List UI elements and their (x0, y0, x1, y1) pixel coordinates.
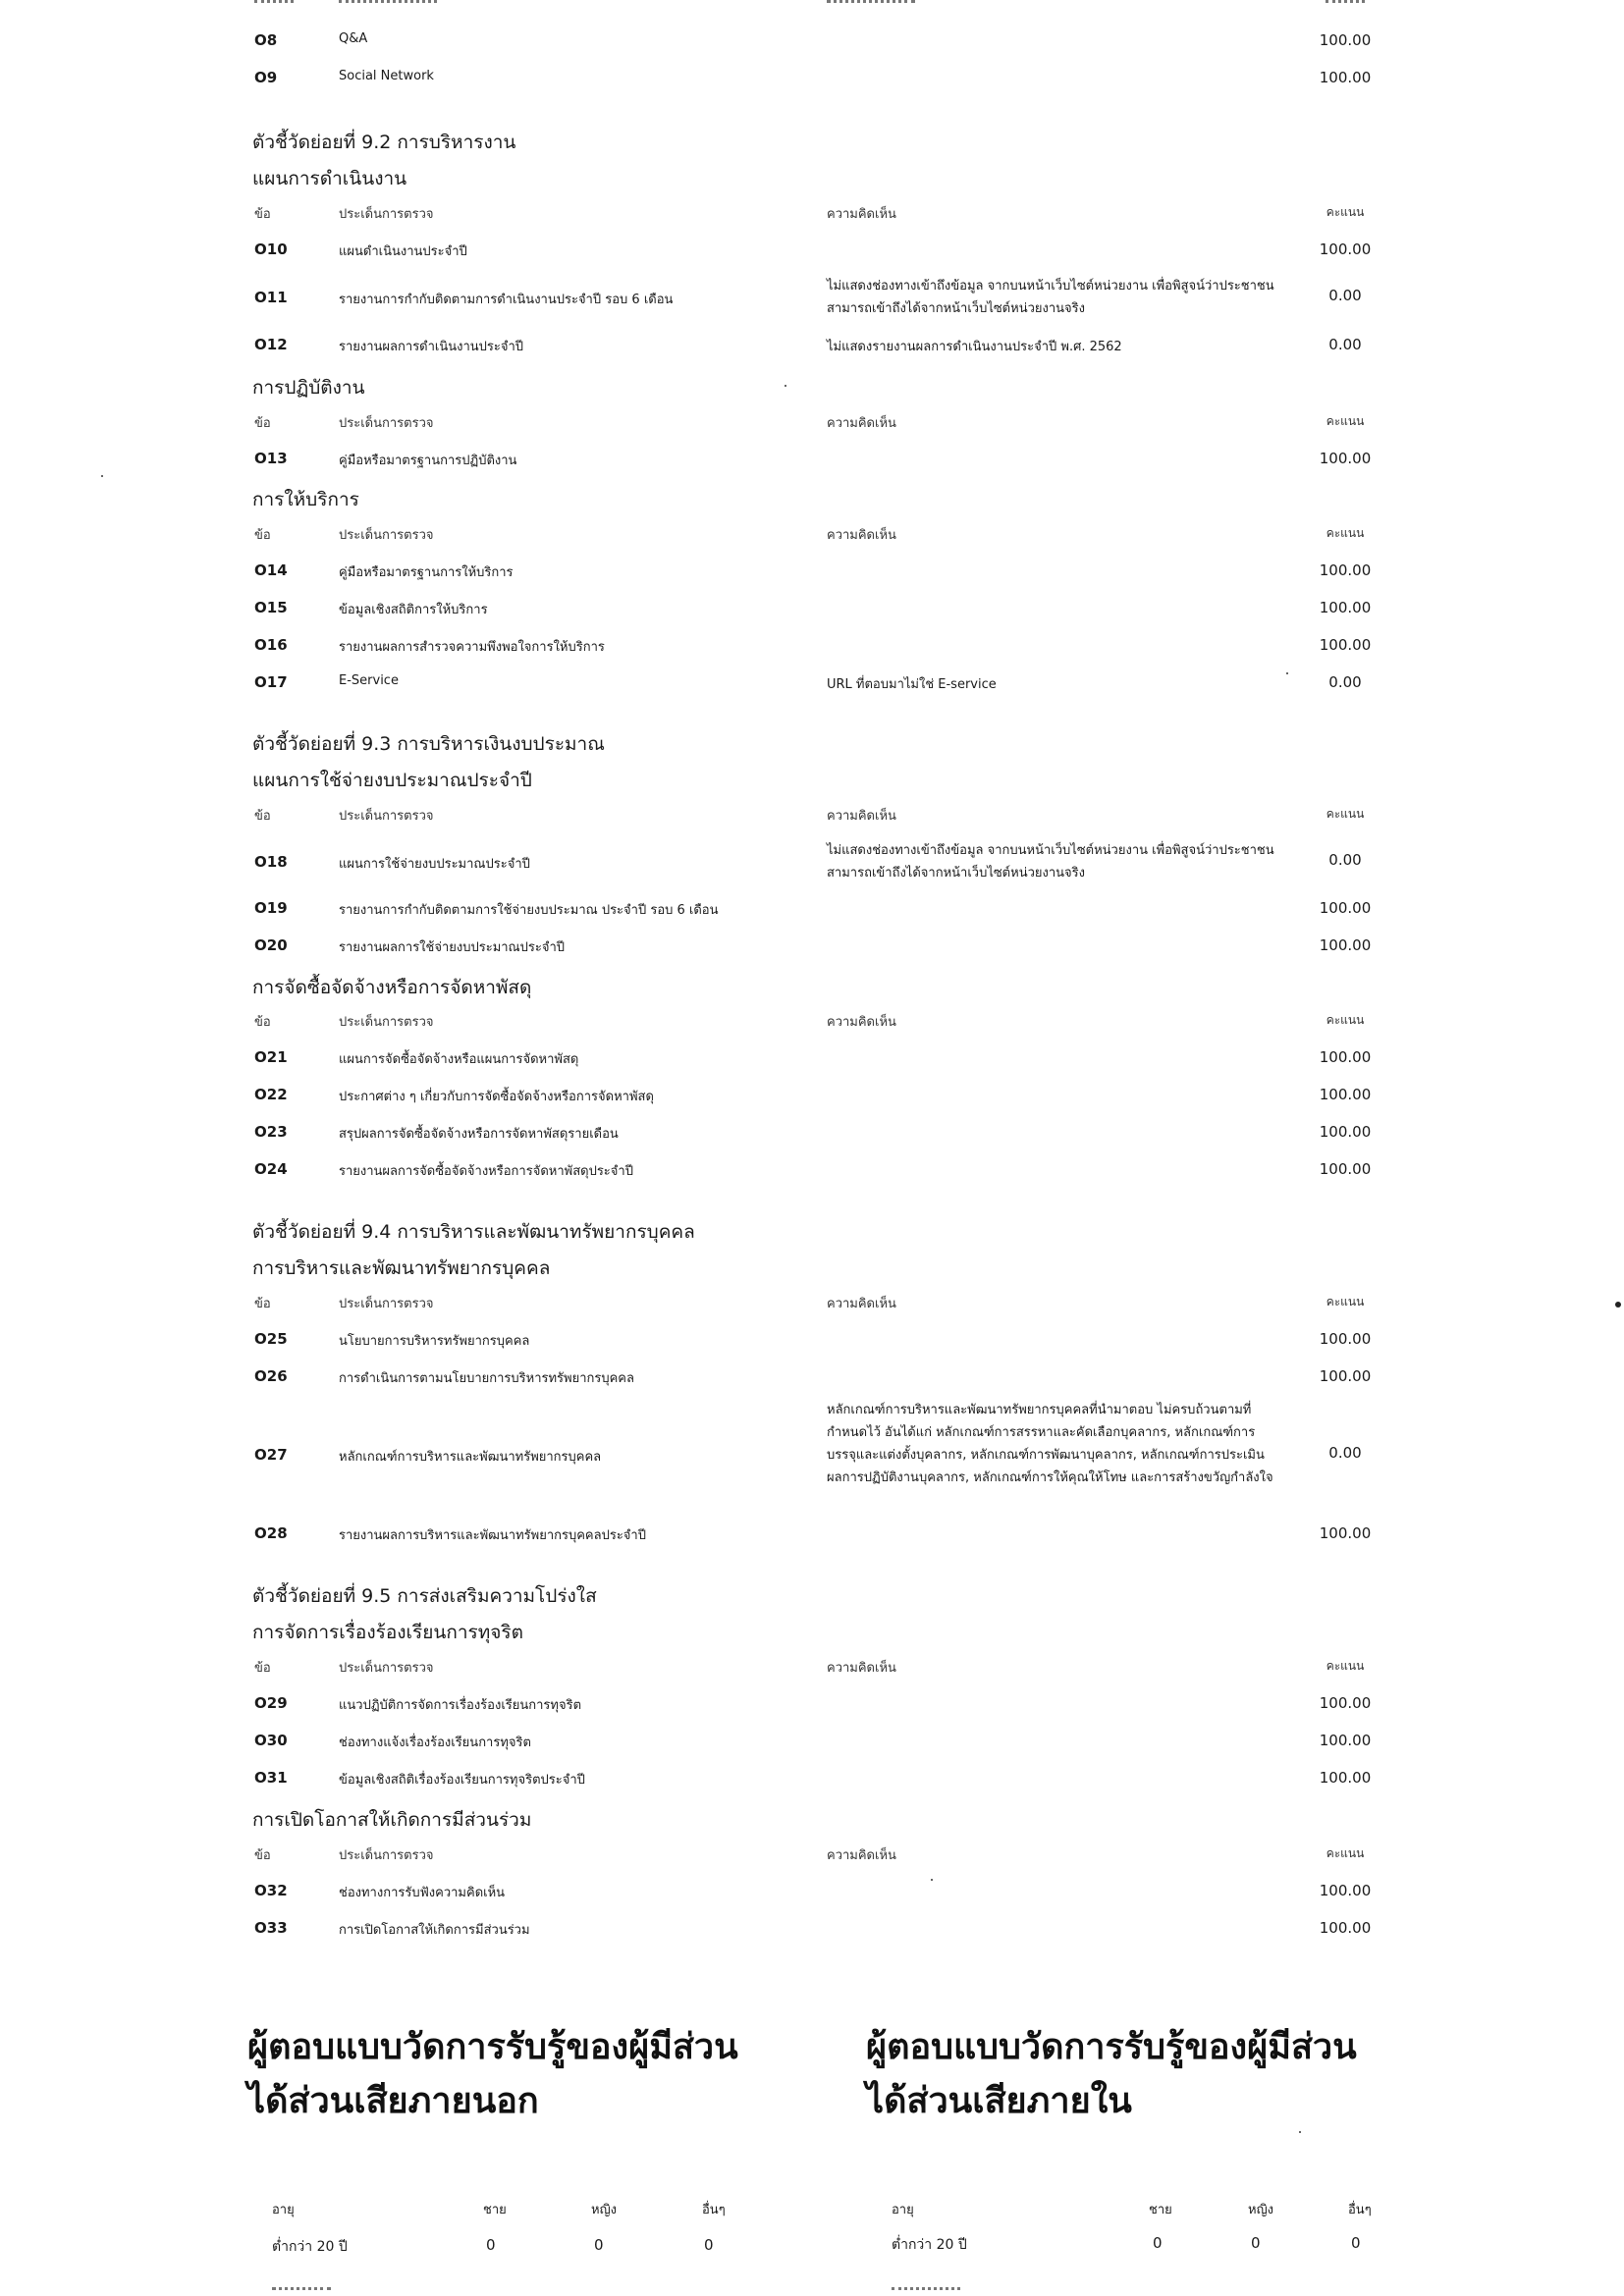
item-label: ข้อมูลเชิงสถิติเรื่องร้องเรียนการทุจริตประจำปี (339, 1773, 585, 1788)
header-item: ประเด็นการตรวจ (339, 416, 434, 431)
item-label: ช่องทางแจ้งเรื่องร้องเรียนการทุจริต (339, 1735, 531, 1750)
item-score: 0.00 (1328, 673, 1362, 691)
item-score: 100.00 (1319, 1769, 1372, 1787)
header-score: คะแนน (1326, 205, 1365, 219)
title-line: ผู้ตอบแบบวัดการรับรู้ของผู้มีส่วน (247, 2027, 738, 2067)
scan-speck (1286, 672, 1288, 674)
item-code: O13 (254, 450, 288, 467)
item-code: O11 (254, 289, 288, 306)
header-item: ประเด็นการตรวจ (339, 1297, 434, 1311)
item-label: รายงานผลการดำเนินงานประจำปี (339, 340, 524, 354)
item-score: 100.00 (1319, 1732, 1372, 1749)
female-count: 0 (1251, 2234, 1261, 2252)
header-item: ประเด็นการตรวจ (339, 207, 434, 222)
subsection-heading: การบริหารและพัฒนาทรัพยากรบุคคล (252, 1257, 551, 1279)
item-label: รายงานผลการจัดซื้อจัดจ้างหรือการจัดหาพัสดุประจำปี (339, 1164, 633, 1179)
item-score: 0.00 (1328, 1444, 1362, 1462)
item-label: E-Service (339, 673, 399, 688)
item-label: แผนการจัดซื้อจัดจ้างหรือแผนการจัดหาพัสดุ (339, 1052, 579, 1067)
item-score: 100.00 (1319, 1048, 1372, 1066)
subsection-heading: แผนการดำเนินงาน (252, 168, 407, 189)
item-code: O14 (254, 561, 288, 579)
item-code: O9 (254, 69, 278, 86)
male-count: 0 (1153, 2234, 1163, 2252)
header-item: ประเด็นการตรวจ (339, 1015, 434, 1030)
item-score: 100.00 (1319, 1919, 1372, 1937)
header-code: ข้อ (254, 1661, 271, 1676)
item-label: รายงานการกำกับติดตามการดำเนินงานประจำปี รอบ 6 เดือน (339, 293, 674, 307)
item-code: O29 (254, 1694, 288, 1712)
header-item: ประเด็นการตรวจ (339, 1848, 434, 1863)
age-group: ต่ำกว่า 20 ปี (272, 2239, 348, 2255)
header-comment: ความคิดเห็น (827, 528, 896, 543)
header-comment: ความคิดเห็น (827, 416, 896, 431)
item-code: O10 (254, 240, 288, 258)
external-respondents-title (247, 2020, 797, 2128)
header-score: คะแนน (1326, 1846, 1365, 1860)
header-comment: ความคิดเห็น (827, 809, 896, 824)
col-female: หญิง (591, 2203, 617, 2217)
item-code: O21 (254, 1048, 288, 1066)
item-score: 100.00 (1319, 1524, 1372, 1542)
item-label: แผนดำเนินงานประจำปี (339, 244, 467, 259)
item-label: แนวปฏิบัติการจัดการเรื่องร้องเรียนการทุจริต (339, 1698, 582, 1713)
subsection-heading: การเปิดโอกาสให้เกิดการมีส่วนร่วม (252, 1809, 532, 1831)
item-code: O20 (254, 936, 288, 954)
item-code: O16 (254, 636, 288, 654)
header-code: ข้อ (254, 1015, 271, 1030)
item-score: 100.00 (1319, 240, 1372, 258)
col-female: หญิง (1248, 2203, 1273, 2217)
col-male: ชาย (1149, 2203, 1172, 2217)
item-code: O12 (254, 336, 288, 353)
item-code: O28 (254, 1524, 288, 1542)
header-code: ข้อ (254, 207, 271, 222)
item-score: 100.00 (1319, 1367, 1372, 1385)
male-count: 0 (486, 2236, 496, 2254)
item-label: ประกาศต่าง ๆ เกี่ยวกับการจัดซื้อจัดจ้างหรือการจัดหาพัสดุ (339, 1090, 654, 1104)
header-code: ข้อ (254, 1848, 271, 1863)
cropped-row-top (827, 0, 915, 9)
col-age: อายุ (272, 2203, 295, 2217)
item-label: นโยบายการบริหารทรัพยากรบุคคล (339, 1334, 530, 1349)
header-code: ข้อ (254, 528, 271, 543)
other-count: 0 (704, 2236, 714, 2254)
internal-respondents-title (866, 2020, 1416, 2128)
item-code: O19 (254, 899, 288, 917)
item-comment: ไม่แสดงช่องทางเข้าถึงข้อมูล จากบนหน้าเว็บไซต์หน่วยงาน เพื่อพิสูจน์ว่าประชาชนสามารถเข้าถึงได้จากหน้าเว็บไซต์หน่วยงานจริง (827, 279, 1274, 316)
item-score: 0.00 (1328, 336, 1362, 353)
header-code: ข้อ (254, 809, 271, 824)
header-comment: ความคิดเห็น (827, 1848, 896, 1863)
cropped-row-top (339, 0, 437, 9)
col-other: อื่นๆ (1348, 2203, 1372, 2217)
item-label: หลักเกณฑ์การบริหารและพัฒนาทรัพยากรบุคคล (339, 1450, 602, 1465)
header-score: คะแนน (1326, 414, 1365, 428)
item-code: O25 (254, 1330, 288, 1348)
item-score: 100.00 (1319, 599, 1372, 616)
item-score: 100.00 (1319, 1882, 1372, 1899)
header-item: ประเด็นการตรวจ (339, 528, 434, 543)
item-code: O32 (254, 1882, 288, 1899)
item-code: O33 (254, 1919, 288, 1937)
header-comment: ความคิดเห็น (827, 1297, 896, 1311)
cropped-row-top (254, 0, 294, 9)
indicator-heading: ตัวชี้วัดย่อยที่ 9.2 การบริหารงาน (252, 132, 516, 153)
item-code: O8 (254, 31, 278, 49)
subsection-heading: การปฏิบัติงาน (252, 377, 365, 399)
scan-dot (1615, 1302, 1621, 1308)
female-count: 0 (594, 2236, 604, 2254)
scan-speck (931, 1879, 933, 1881)
header-comment: ความคิดเห็น (827, 1661, 896, 1676)
item-score: 100.00 (1319, 1123, 1372, 1141)
item-label: สรุปผลการจัดซื้อจัดจ้างหรือการจัดหาพัสดุรายเดือน (339, 1127, 619, 1142)
header-item: ประเด็นการตรวจ (339, 1661, 434, 1676)
header-score: คะแนน (1326, 1013, 1365, 1027)
item-label: รายงานผลการสำรวจความพึงพอใจการให้บริการ (339, 640, 605, 655)
item-score: 100.00 (1319, 1330, 1372, 1348)
header-score: คะแนน (1326, 1659, 1365, 1673)
title-line: ได้ส่วนเสียภายใน (866, 2081, 1132, 2121)
item-code: O18 (254, 853, 288, 871)
cropped-row-top (1326, 0, 1365, 9)
item-score: 100.00 (1319, 899, 1372, 917)
scan-speck (1299, 2131, 1301, 2133)
header-item: ประเด็นการตรวจ (339, 809, 434, 824)
subsection-heading: การจัดการเรื่องร้องเรียนการทุจริต (252, 1622, 523, 1643)
subsection-heading: การจัดซื้อจัดจ้างหรือการจัดหาพัสดุ (252, 977, 532, 998)
item-code: O24 (254, 1160, 288, 1178)
item-label: แผนการใช้จ่ายงบประมาณประจำปี (339, 857, 530, 872)
item-code: O22 (254, 1086, 288, 1103)
other-count: 0 (1351, 2234, 1361, 2252)
item-code: O17 (254, 673, 288, 691)
item-score: 100.00 (1319, 31, 1372, 49)
item-score: 0.00 (1328, 287, 1362, 304)
item-score: 100.00 (1319, 450, 1372, 467)
item-comment: ไม่แสดงรายงานผลการดำเนินงานประจำปี พ.ศ. 2562 (827, 340, 1122, 354)
item-score: 100.00 (1319, 1694, 1372, 1712)
item-score: 100.00 (1319, 1160, 1372, 1178)
header-score: คะแนน (1326, 1295, 1365, 1308)
item-label: การดำเนินการตามนโยบายการบริหารทรัพยากรบุคคล (339, 1371, 634, 1386)
age-group: ต่ำกว่า 20 ปี (892, 2237, 967, 2253)
header-comment: ความคิดเห็น (827, 1015, 896, 1030)
header-score: คะแนน (1326, 526, 1365, 540)
subsection-heading: การให้บริการ (252, 489, 359, 510)
title-line: ผู้ตอบแบบวัดการรับรู้ของผู้มีส่วน (866, 2027, 1357, 2067)
header-comment: ความคิดเห็น (827, 207, 896, 222)
scan-speck (785, 385, 786, 387)
item-score: 100.00 (1319, 561, 1372, 579)
item-label: รายงานการกำกับติดตามการใช้จ่ายงบประมาณ ประจำปี รอบ 6 เดือน (339, 903, 719, 918)
item-comment: URL ที่ตอบมาไม่ใช่ E-service (827, 677, 997, 692)
item-label: รายงานผลการบริหารและพัฒนาทรัพยากรบุคคลประจำปี (339, 1528, 646, 1543)
item-code: O27 (254, 1446, 288, 1464)
item-score: 100.00 (1319, 69, 1372, 86)
item-score: 0.00 (1328, 851, 1362, 869)
subsection-heading: แผนการใช้จ่ายงบประมาณประจำปี (252, 770, 532, 791)
item-label: ช่องทางการรับฟังความคิดเห็น (339, 1886, 506, 1900)
item-label: คู่มือหรือมาตรฐานการปฏิบัติงาน (339, 454, 517, 468)
col-age: อายุ (892, 2203, 914, 2217)
title-line: ได้ส่วนเสียภายนอก (247, 2081, 539, 2121)
indicator-heading: ตัวชี้วัดย่อยที่ 9.5 การส่งเสริมความโปร่งใส (252, 1585, 597, 1607)
item-code: O26 (254, 1367, 288, 1385)
item-code: O15 (254, 599, 288, 616)
item-code: O30 (254, 1732, 288, 1749)
indicator-heading: ตัวชี้วัดย่อยที่ 9.4 การบริหารและพัฒนาทรัพยากรบุคคล (252, 1221, 695, 1243)
col-other: อื่นๆ (702, 2203, 726, 2217)
item-label: ข้อมูลเชิงสถิติการให้บริการ (339, 603, 488, 617)
item-score: 100.00 (1319, 936, 1372, 954)
item-comment: หลักเกณฑ์การบริหารและพัฒนาทรัพยากรบุคคลที่นำมาตอบ ไม่ครบถ้วนตามที่กำหนดไว้ อันได้แก่ หลักเกณฑ์การสรรหาและคัดเลือกบุคลากร, หลักเกณฑ์การบรรจุและแต่งตั้งบุคลากร, หลักเกณฑ์การพัฒนาบุคลากร, หลักเกณฑ์การประเมินผลการปฏิบัติงานบุคลากร, หลักเกณฑ์การให้คุณให้โทษ และการสร้างขวัญกำลังใจ (827, 1403, 1273, 1485)
item-label: การเปิดโอกาสให้เกิดการมีส่วนร่วม (339, 1923, 530, 1938)
item-label: Q&A (339, 31, 368, 46)
item-score: 100.00 (1319, 1086, 1372, 1103)
item-code: O31 (254, 1769, 288, 1787)
indicator-heading: ตัวชี้วัดย่อยที่ 9.3 การบริหารเงินงบประมาณ (252, 733, 605, 755)
col-male: ชาย (483, 2203, 507, 2217)
item-comment: ไม่แสดงช่องทางเข้าถึงข้อมูล จากบนหน้าเว็บไซต์หน่วยงาน เพื่อพิสูจน์ว่าประชาชนสามารถเข้าถึงได้จากหน้าเว็บไซต์หน่วยงานจริง (827, 843, 1274, 881)
item-score: 100.00 (1319, 636, 1372, 654)
header-score: คะแนน (1326, 807, 1365, 821)
item-label: Social Network (339, 69, 434, 83)
scan-speck (101, 475, 103, 477)
header-code: ข้อ (254, 416, 271, 431)
item-code: O23 (254, 1123, 288, 1141)
item-label: รายงานผลการใช้จ่ายงบประมาณประจำปี (339, 940, 566, 955)
header-code: ข้อ (254, 1297, 271, 1311)
item-label: คู่มือหรือมาตรฐานการให้บริการ (339, 565, 514, 580)
